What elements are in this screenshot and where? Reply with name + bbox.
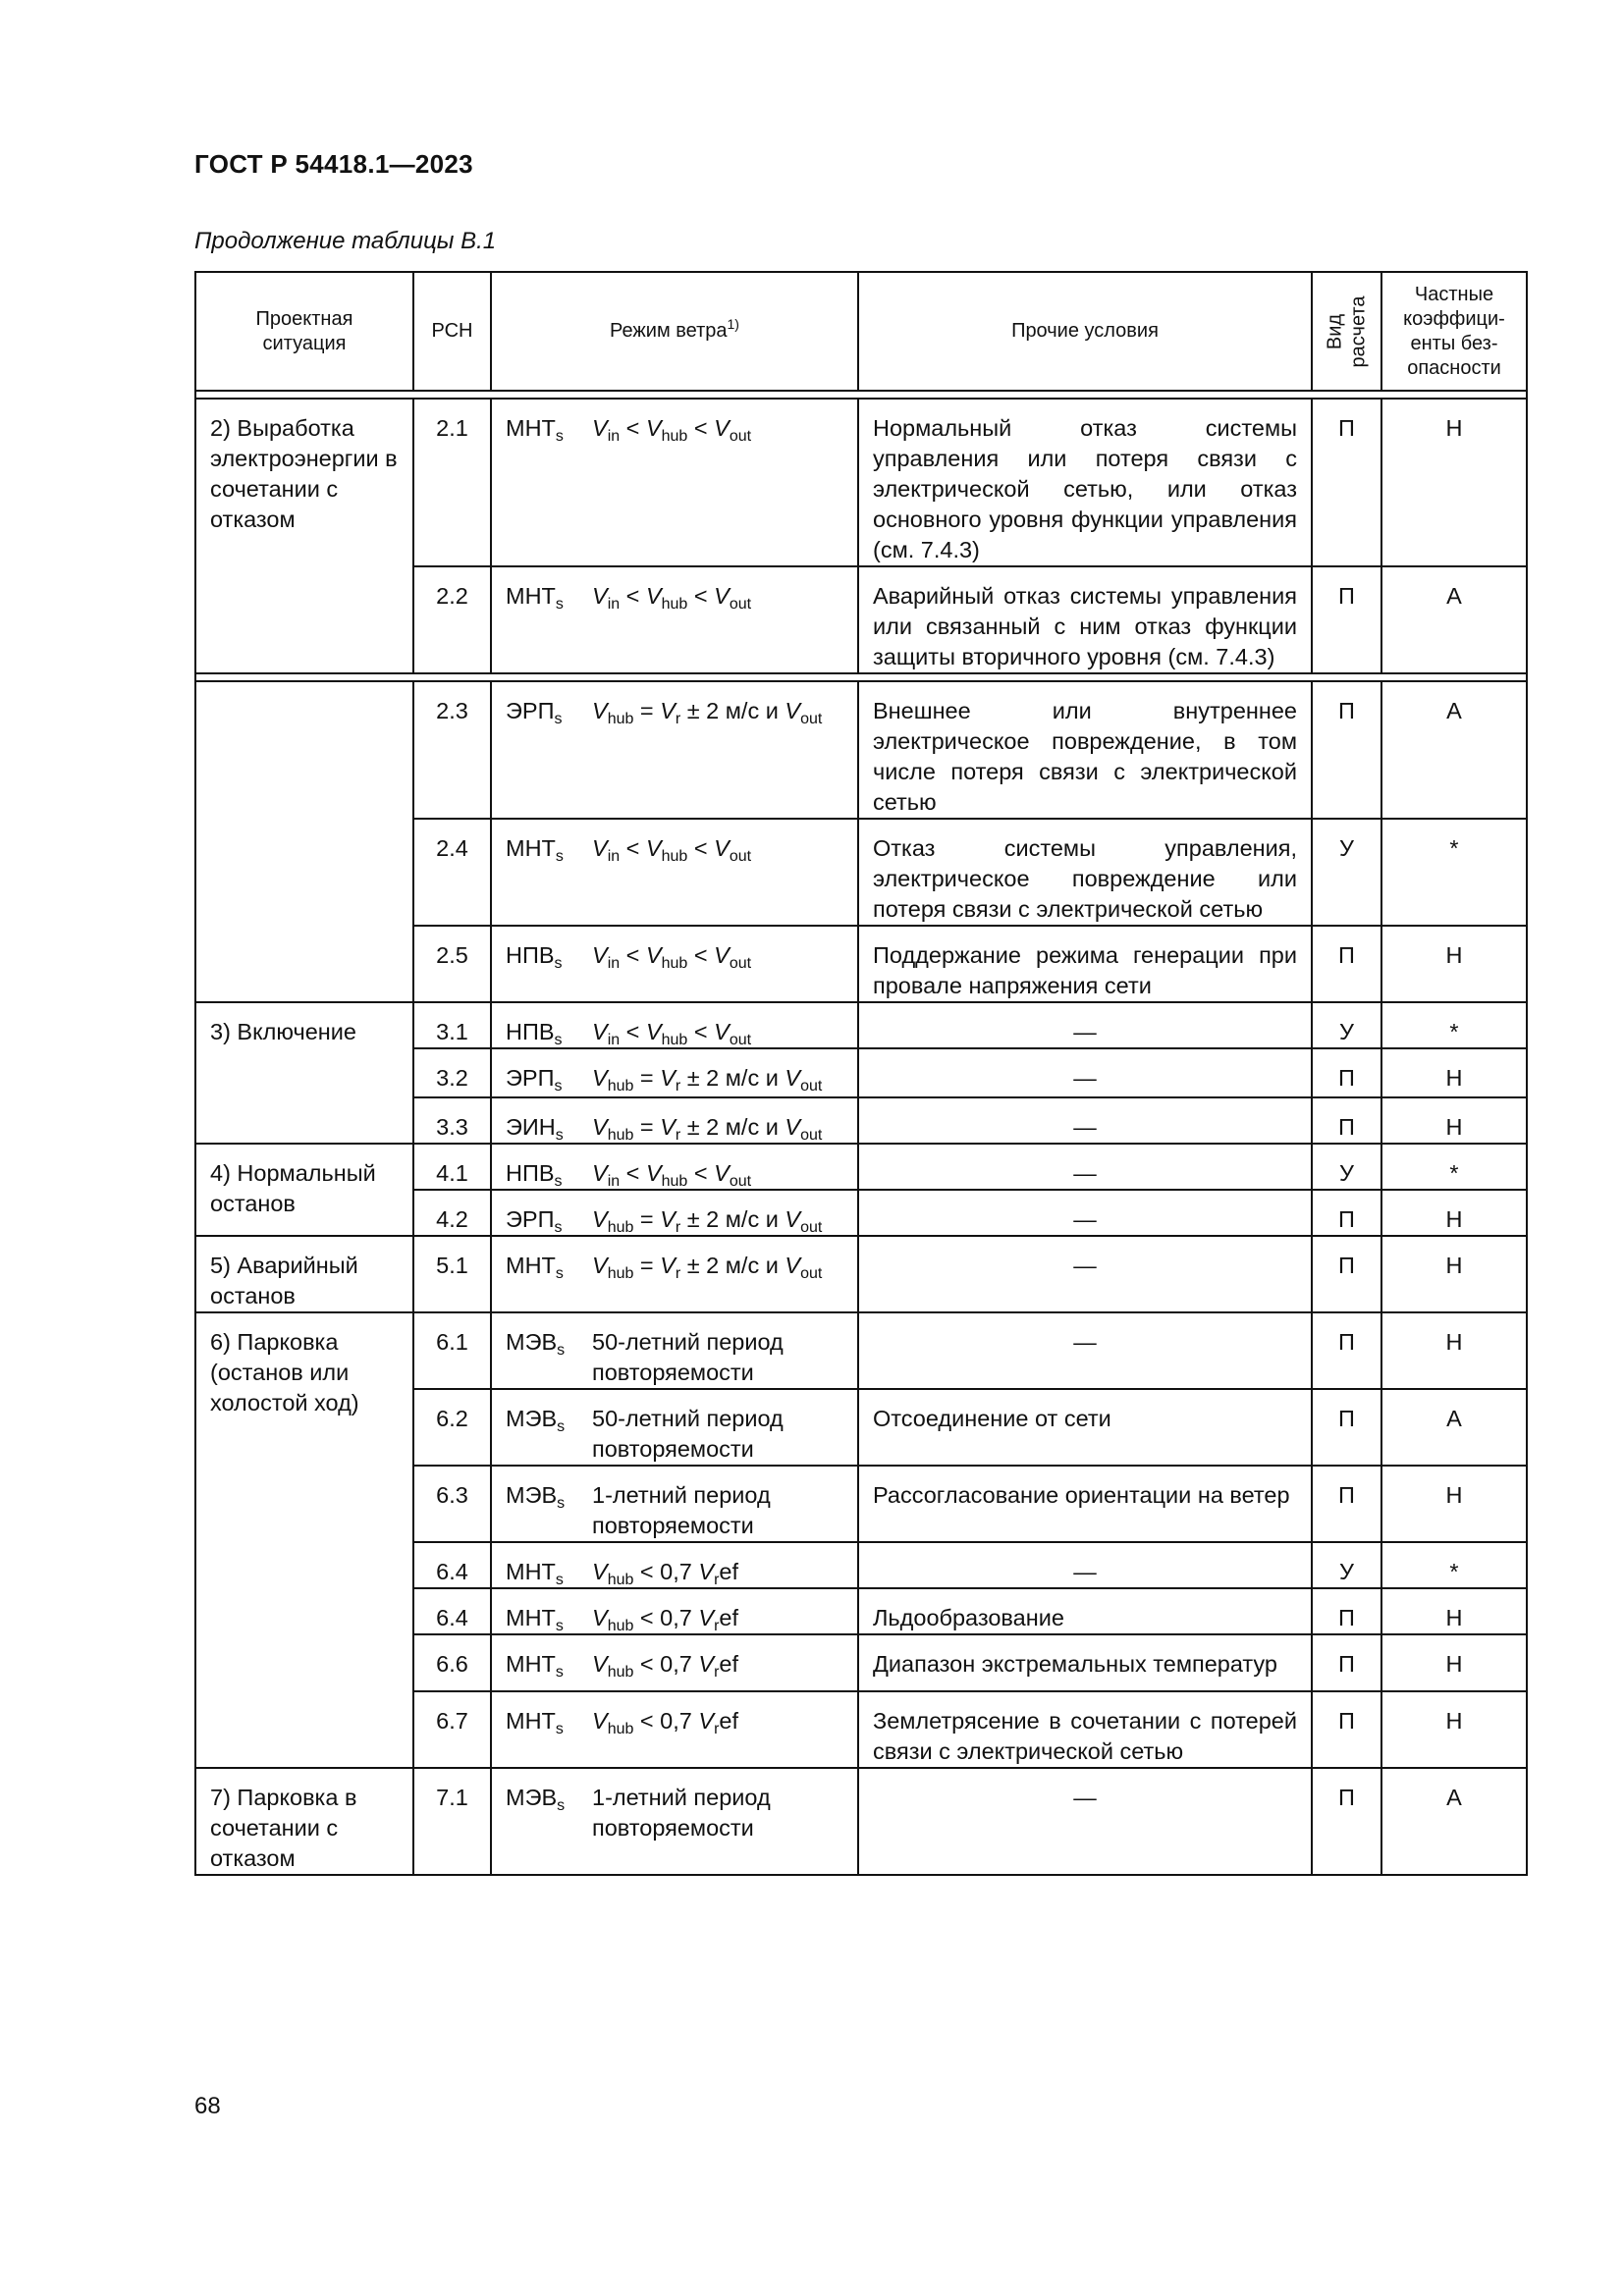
safety-factor-cell: Н <box>1381 1691 1527 1768</box>
wind-condition: $V_{in} < V_{hub} < V_{out}$ <box>592 1019 752 1048</box>
situation-cell: 3) Включение <box>195 1002 413 1144</box>
rsn-cell: 3.1 <box>413 1002 491 1048</box>
safety-factor-cell: * <box>1381 1002 1527 1048</box>
wind-mode-code: $МНТ_s$ <box>506 1605 564 1634</box>
calc-kind-cell: У <box>1312 1002 1381 1048</box>
situation-cell: 6) Парковка (останов или холостой ход) <box>195 1312 413 1768</box>
table-row <box>195 1002 1527 1048</box>
safety-factor-cell: Н <box>1381 399 1527 566</box>
safety-factor-cell: Н <box>1381 926 1527 1002</box>
header-coef: Частные коэффици-енты без-опасности <box>1381 272 1527 391</box>
rsn-cell: 6.4 <box>413 1588 491 1634</box>
page-number: 68 <box>194 2093 221 2119</box>
header-calc-kind <box>1312 272 1381 391</box>
safety-factor-cell: Н <box>1381 1466 1527 1542</box>
header-wind-footnote: 1) <box>727 316 739 332</box>
rsn-cell: 4.2 <box>413 1190 491 1236</box>
other-conditions-cell: Рассогласование ориентации на ветер <box>858 1466 1312 1542</box>
calc-kind-cell: У <box>1312 819 1381 926</box>
wind-condition: $V_{hub} < 0,7$ $V_ref$ <box>592 1708 738 1737</box>
wind-mode-cell <box>491 1634 858 1691</box>
wind-mode-code: $МЭВ_s$ <box>506 1482 566 1512</box>
situation-cell <box>195 681 413 1002</box>
wind-mode-code: $МНТ_s$ <box>506 1253 564 1282</box>
rsn-cell: 7.1 <box>413 1768 491 1875</box>
safety-factor-cell: А <box>1381 1389 1527 1466</box>
wind-condition: $V_{hub} < 0,7$ $V_ref$ <box>592 1605 738 1634</box>
table-row <box>195 1312 1527 1389</box>
wind-mode-cell <box>491 1588 858 1634</box>
rsn-cell: 2.5 <box>413 926 491 1002</box>
wind-mode-cell <box>491 1691 858 1768</box>
wind-mode-code: $МНТ_s$ <box>506 415 564 445</box>
safety-factor-cell: Н <box>1381 1588 1527 1634</box>
calc-kind-cell: П <box>1312 1691 1381 1768</box>
calc-kind-cell: П <box>1312 1312 1381 1389</box>
situation-cell: 4) Нормальный останов <box>195 1144 413 1236</box>
calc-kind-cell: П <box>1312 1466 1381 1542</box>
wind-mode-code: $МНТ_s$ <box>506 1559 564 1588</box>
wind-condition: 1-летний период повторяемости <box>592 1785 771 1841</box>
wind-mode-code: $ЭИН_s$ <box>506 1114 564 1144</box>
header-gap-cell <box>195 391 1527 399</box>
situation-cell: 2) Выработка электроэнергии в сочетании с отказом <box>195 399 413 673</box>
wind-condition: 1-летний период повторяемости <box>592 1482 771 1538</box>
safety-factor-cell: Н <box>1381 1236 1527 1312</box>
wind-mode-cell <box>491 1542 858 1588</box>
wind-mode-cell <box>491 1466 858 1542</box>
rsn-cell: 6.2 <box>413 1389 491 1466</box>
wind-condition: $V_{hub} < 0,7$ $V_ref$ <box>592 1559 738 1588</box>
wind-mode-code: $ЭРП_s$ <box>506 1065 563 1095</box>
calc-kind-cell: П <box>1312 566 1381 673</box>
calc-kind-cell: П <box>1312 1634 1381 1691</box>
table-header-row <box>195 272 1527 391</box>
wind-mode-cell <box>491 1048 858 1097</box>
other-conditions-cell: — <box>858 1768 1312 1875</box>
rsn-cell: 3.3 <box>413 1097 491 1144</box>
safety-factor-cell: А <box>1381 566 1527 673</box>
other-conditions-cell: Диапазон экстремальных температур <box>858 1634 1312 1691</box>
header-situation: Проектная ситуация <box>195 272 413 391</box>
header-wind-label: Режим ветра <box>610 320 728 342</box>
wind-mode-cell <box>491 681 858 819</box>
safety-factor-cell: Н <box>1381 1048 1527 1097</box>
calc-kind-cell: П <box>1312 1768 1381 1875</box>
calc-kind-cell: П <box>1312 1236 1381 1312</box>
safety-factor-cell: Н <box>1381 1312 1527 1389</box>
other-conditions-cell: Аварийный отказ системы управления или связанный с ним отказ функции защиты вторичного уровня (см. 7.4.3) <box>858 566 1312 673</box>
rsn-cell: 2.2 <box>413 566 491 673</box>
wind-mode-code: $МЭВ_s$ <box>506 1406 566 1435</box>
situation-cell: 5) Аварийный останов <box>195 1236 413 1312</box>
other-conditions-cell: Внешнее или внутреннее электрическое повреждение, в том числе потеря связи с электрической сетью <box>858 681 1312 819</box>
wind-mode-cell <box>491 1190 858 1236</box>
other-conditions-cell: Землетрясение в сочетании с потерей связи с электрической сетью <box>858 1691 1312 1768</box>
wind-condition: $V_{hub} = V_r \pm 2$ м/с и $V_{out}$ <box>592 1253 823 1282</box>
calc-kind-cell: У <box>1312 1144 1381 1190</box>
calc-kind-cell: П <box>1312 1588 1381 1634</box>
document-title: ГОСТ Р 54418.1—2023 <box>194 149 473 179</box>
wind-mode-cell <box>491 566 858 673</box>
other-conditions-cell: — <box>858 1144 1312 1190</box>
rsn-cell: 6.6 <box>413 1634 491 1691</box>
calc-kind-cell: П <box>1312 1389 1381 1466</box>
safety-factor-cell: * <box>1381 1144 1527 1190</box>
table-row <box>195 681 1527 819</box>
wind-mode-cell <box>491 819 858 926</box>
wind-condition: $V_{hub} = V_r \pm 2$ м/с и $V_{out}$ <box>592 698 823 727</box>
wind-mode-code: $НПВ_s$ <box>506 942 563 972</box>
header-gap-row <box>195 391 1527 399</box>
rsn-cell: 5.1 <box>413 1236 491 1312</box>
wind-mode-code: $МНТ_s$ <box>506 835 564 865</box>
safety-factor-cell: * <box>1381 1542 1527 1588</box>
rsn-cell: 2.3 <box>413 681 491 819</box>
other-conditions-cell: — <box>858 1048 1312 1097</box>
wind-mode-cell <box>491 1097 858 1144</box>
wind-mode-code: $ЭРП_s$ <box>506 698 563 727</box>
header-other: Прочие условия <box>858 272 1312 391</box>
wind-mode-code: $ЭРП_s$ <box>506 1206 563 1236</box>
rsn-cell: 6.4 <box>413 1542 491 1588</box>
wind-condition: $V_{in} < V_{hub} < V_{out}$ <box>592 583 752 613</box>
calc-kind-cell: П <box>1312 926 1381 1002</box>
rsn-cell: 3.2 <box>413 1048 491 1097</box>
other-conditions-cell: Отсоединение от сети <box>858 1389 1312 1466</box>
wind-condition: $V_{hub} = V_r \pm 2$ м/с и $V_{out}$ <box>592 1065 823 1095</box>
wind-mode-cell <box>491 1768 858 1875</box>
other-conditions-cell: — <box>858 1542 1312 1588</box>
rsn-cell: 6.3 <box>413 1466 491 1542</box>
wind-mode-code: $МЭВ_s$ <box>506 1329 566 1359</box>
header-calc-kind-1: Вид <box>1324 313 1346 349</box>
calc-kind-cell: П <box>1312 399 1381 566</box>
calc-kind-cell: П <box>1312 1190 1381 1236</box>
wind-mode-cell <box>491 1312 858 1389</box>
wind-mode-code: $НПВ_s$ <box>506 1019 563 1048</box>
table-row <box>195 399 1527 566</box>
wind-mode-cell <box>491 399 858 566</box>
wind-condition: $V_{in} < V_{hub} < V_{out}$ <box>592 415 752 445</box>
rsn-cell: 2.4 <box>413 819 491 926</box>
safety-factor-cell: * <box>1381 819 1527 926</box>
safety-factor-cell: А <box>1381 1768 1527 1875</box>
other-conditions-cell: — <box>858 1236 1312 1312</box>
wind-mode-code: $МНТ_s$ <box>506 583 564 613</box>
other-conditions-cell: Льдообразование <box>858 1588 1312 1634</box>
other-conditions-cell: Нормальный отказ системы управления или потеря связи с электрической сетью, или отказ основного уровня функции управления (см. 7.4.3) <box>858 399 1312 566</box>
header-rsn: РСН <box>413 272 491 391</box>
wind-mode-code: $НПВ_s$ <box>506 1160 563 1190</box>
safety-factor-cell: Н <box>1381 1097 1527 1144</box>
wind-condition: 50-летний период повторяемости <box>592 1406 784 1462</box>
wind-condition: $V_{hub} = V_r \pm 2$ м/с и $V_{out}$ <box>592 1206 823 1236</box>
group-gap-cell <box>195 673 1527 681</box>
calc-kind-cell: П <box>1312 681 1381 819</box>
wind-mode-cell <box>491 1144 858 1190</box>
other-conditions-cell: — <box>858 1312 1312 1389</box>
safety-factor-cell: А <box>1381 681 1527 819</box>
wind-mode-code: $МНТ_s$ <box>506 1708 564 1737</box>
wind-mode-cell <box>491 1389 858 1466</box>
rsn-cell: 2.1 <box>413 399 491 566</box>
wind-condition: $V_{in} < V_{hub} < V_{out}$ <box>592 835 752 865</box>
rsn-cell: 4.1 <box>413 1144 491 1190</box>
wind-mode-cell <box>491 926 858 1002</box>
situation-cell: 7) Парковка в сочетании с отказом <box>195 1768 413 1875</box>
table-row <box>195 1144 1527 1190</box>
table-row <box>195 1236 1527 1312</box>
group-gap-row <box>195 673 1527 681</box>
other-conditions-cell: Отказ системы управления, электрическое повреждение или потеря связи с электрической сетью <box>858 819 1312 926</box>
safety-factor-cell: Н <box>1381 1634 1527 1691</box>
calc-kind-cell: У <box>1312 1542 1381 1588</box>
other-conditions-cell: — <box>858 1190 1312 1236</box>
other-conditions-cell: — <box>858 1097 1312 1144</box>
wind-condition: $V_{hub} < 0,7$ $V_ref$ <box>592 1651 738 1681</box>
wind-mode-cell <box>491 1002 858 1048</box>
wind-mode-code: $МЭВ_s$ <box>506 1785 566 1814</box>
rsn-cell: 6.1 <box>413 1312 491 1389</box>
header-calc-kind-2: расчета <box>1347 295 1370 367</box>
calc-kind-cell: П <box>1312 1048 1381 1097</box>
wind-mode-code: $МНТ_s$ <box>506 1651 564 1681</box>
safety-factor-cell: Н <box>1381 1190 1527 1236</box>
calc-kind-cell: П <box>1312 1097 1381 1144</box>
table-row <box>195 1768 1527 1875</box>
table-caption: Продолжение таблицы В.1 <box>194 228 497 254</box>
safety-factors-table <box>194 271 1528 1876</box>
wind-condition: $V_{in} < V_{hub} < V_{out}$ <box>592 1160 752 1190</box>
other-conditions-cell: — <box>858 1002 1312 1048</box>
wind-condition: 50-летний период повторяемости <box>592 1329 784 1385</box>
wind-condition: $V_{hub} = V_r \pm 2$ м/с и $V_{out}$ <box>592 1114 823 1144</box>
header-wind <box>491 272 858 391</box>
wind-condition: $V_{in} < V_{hub} < V_{out}$ <box>592 942 752 972</box>
rsn-cell: 6.7 <box>413 1691 491 1768</box>
other-conditions-cell: Поддержание режима генерации при провале напряжения сети <box>858 926 1312 1002</box>
wind-mode-cell <box>491 1236 858 1312</box>
